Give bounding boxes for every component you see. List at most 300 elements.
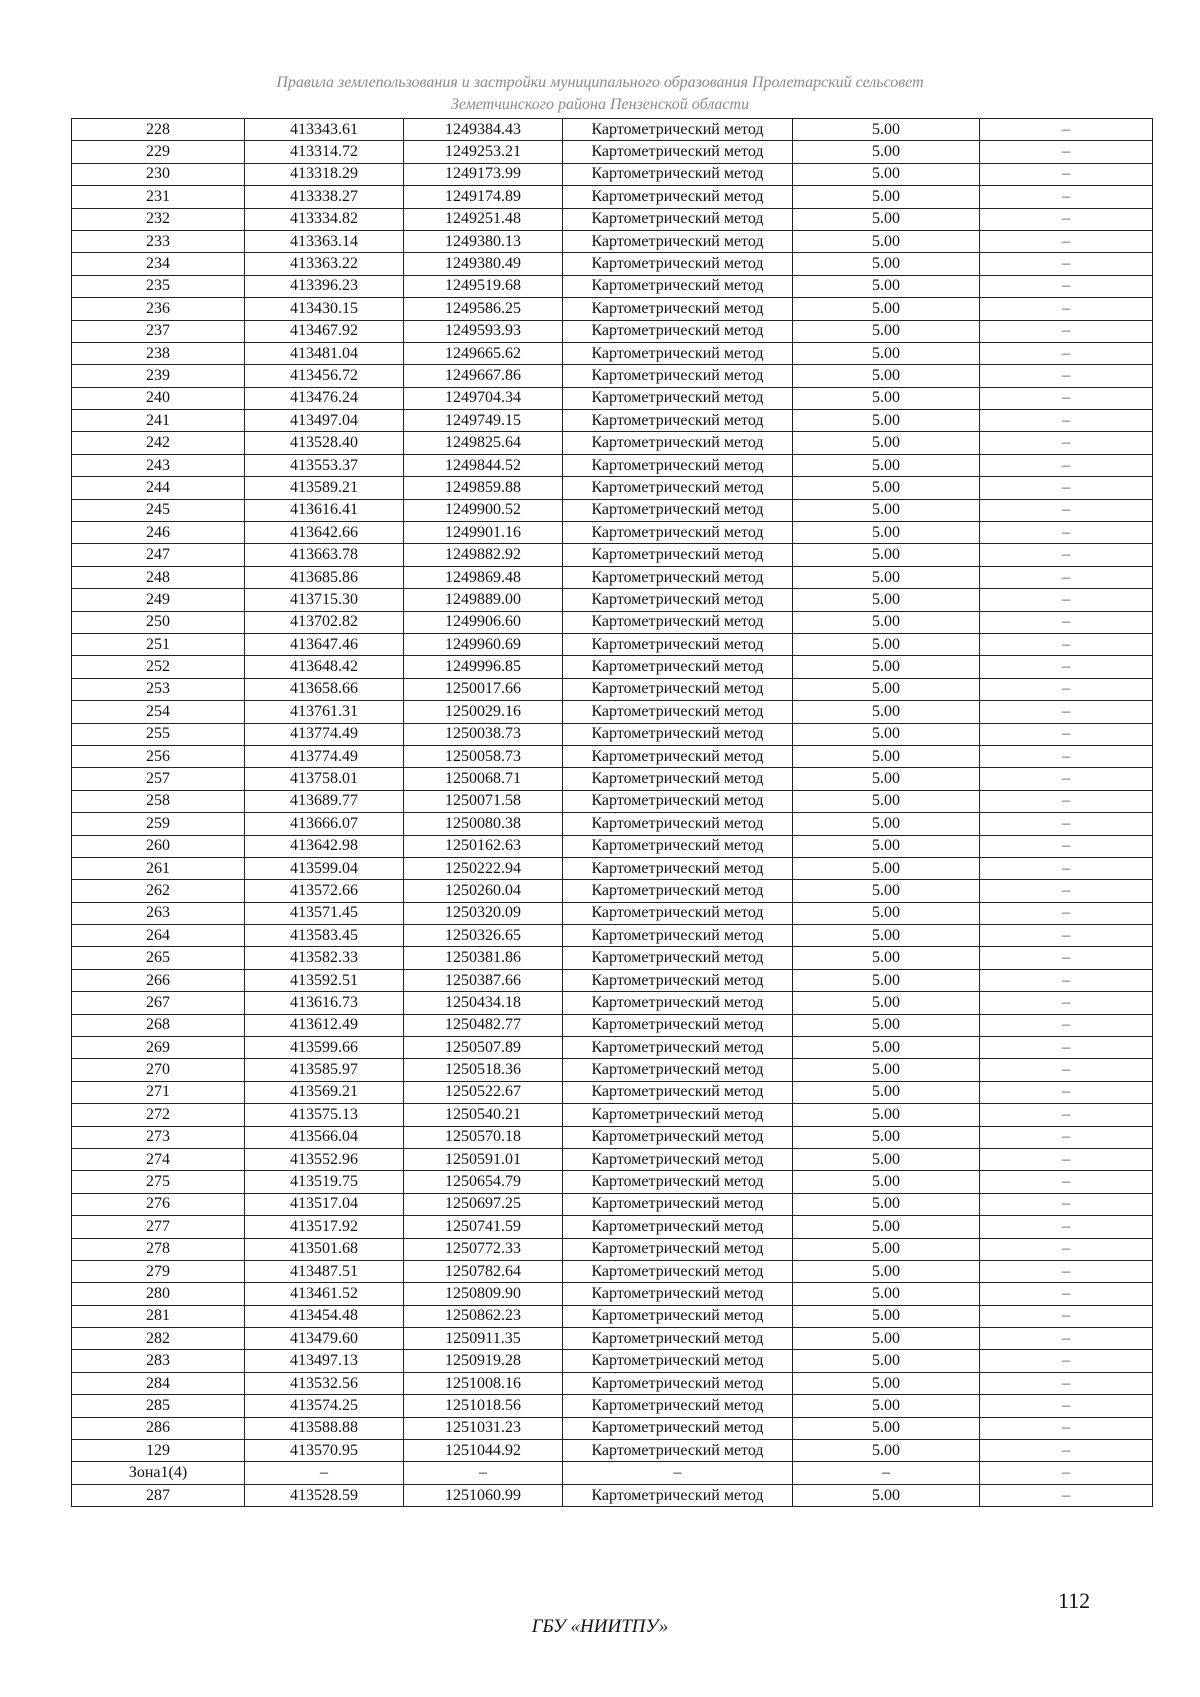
table-row xyxy=(72,410,1153,432)
y-coordinate-cell: 1250058.73 xyxy=(404,745,563,767)
method-cell: Картометрический метод xyxy=(563,342,793,364)
description-cell: – xyxy=(980,432,1153,454)
accuracy-cell: 5.00 xyxy=(793,365,980,387)
table-row xyxy=(72,230,1153,252)
x-coordinate-cell: 413642.66 xyxy=(245,522,404,544)
table-row xyxy=(72,454,1153,476)
description-cell: – xyxy=(980,1104,1153,1126)
description-cell: – xyxy=(980,454,1153,476)
x-coordinate-cell: 413334.82 xyxy=(245,208,404,230)
method-cell: Картометрический метод xyxy=(563,925,793,947)
y-coordinate-cell: 1250080.38 xyxy=(404,813,563,835)
point-number-cell: 267 xyxy=(72,992,245,1014)
method-cell: Картометрический метод xyxy=(563,1037,793,1059)
accuracy-cell: 5.00 xyxy=(793,1395,980,1417)
method-cell: Картометрический метод xyxy=(563,1328,793,1350)
point-number-cell: 232 xyxy=(72,208,245,230)
x-coordinate-cell: 413589.21 xyxy=(245,477,404,499)
table-row xyxy=(72,522,1153,544)
point-number-cell: 275 xyxy=(72,1171,245,1193)
description-cell: – xyxy=(980,410,1153,432)
method-cell: Картометрический метод xyxy=(563,1260,793,1282)
y-coordinate-cell: 1249996.85 xyxy=(404,656,563,678)
method-cell: Картометрический метод xyxy=(563,410,793,432)
table-row xyxy=(72,1037,1153,1059)
y-coordinate-cell: 1251008.16 xyxy=(404,1372,563,1394)
table-row xyxy=(72,835,1153,857)
table-row xyxy=(72,477,1153,499)
table-row xyxy=(72,253,1153,275)
x-coordinate-cell: 413363.22 xyxy=(245,253,404,275)
description-cell: – xyxy=(980,633,1153,655)
table-row xyxy=(72,745,1153,767)
y-coordinate-cell: 1249586.25 xyxy=(404,298,563,320)
x-coordinate-cell: 413582.33 xyxy=(245,947,404,969)
point-number-cell: 246 xyxy=(72,522,245,544)
table-row xyxy=(72,1104,1153,1126)
point-number-cell: 277 xyxy=(72,1216,245,1238)
accuracy-cell: 5.00 xyxy=(793,701,980,723)
y-coordinate-cell: 1250507.89 xyxy=(404,1037,563,1059)
x-coordinate-cell: 413487.51 xyxy=(245,1260,404,1282)
accuracy-cell: 5.00 xyxy=(793,163,980,185)
x-coordinate-cell: 413774.49 xyxy=(245,723,404,745)
description-cell: – xyxy=(980,186,1153,208)
point-number-cell: 261 xyxy=(72,857,245,879)
method-cell: Картометрический метод xyxy=(563,1081,793,1103)
accuracy-cell: 5.00 xyxy=(793,1440,980,1462)
accuracy-cell: 5.00 xyxy=(793,1014,980,1036)
method-cell: Картометрический метод xyxy=(563,522,793,544)
accuracy-cell: 5.00 xyxy=(793,1216,980,1238)
accuracy-cell: 5.00 xyxy=(793,745,980,767)
description-cell: – xyxy=(980,992,1153,1014)
table-row xyxy=(72,1440,1153,1462)
point-number-cell: 241 xyxy=(72,410,245,432)
x-coordinate-cell: 413430.15 xyxy=(245,298,404,320)
accuracy-cell: 5.00 xyxy=(793,1037,980,1059)
table-row xyxy=(72,1126,1153,1148)
description-cell: – xyxy=(980,1014,1153,1036)
point-number-cell: 236 xyxy=(72,298,245,320)
x-coordinate-cell: 413454.48 xyxy=(245,1305,404,1327)
point-number-cell: 129 xyxy=(72,1440,245,1462)
method-cell: Картометрический метод xyxy=(563,432,793,454)
table-row xyxy=(72,656,1153,678)
y-coordinate-cell: 1249869.48 xyxy=(404,566,563,588)
point-number-cell: 273 xyxy=(72,1126,245,1148)
point-number-cell: 244 xyxy=(72,477,245,499)
description-cell: – xyxy=(980,880,1153,902)
method-cell: Картометрический метод xyxy=(563,947,793,969)
method-cell: Картометрический метод xyxy=(563,678,793,700)
page-number: 112 xyxy=(1058,1588,1091,1613)
table-row xyxy=(72,880,1153,902)
x-coordinate-cell: 413461.52 xyxy=(245,1283,404,1305)
y-coordinate-cell: 1249749.15 xyxy=(404,410,563,432)
accuracy-cell: 5.00 xyxy=(793,544,980,566)
method-cell: Картометрический метод xyxy=(563,141,793,163)
table-row xyxy=(72,1193,1153,1215)
x-coordinate-cell: 413583.45 xyxy=(245,925,404,947)
table-row xyxy=(72,768,1153,790)
point-number-cell: 228 xyxy=(72,119,245,141)
x-coordinate-cell: 413497.13 xyxy=(245,1350,404,1372)
coordinates-table-body xyxy=(72,119,1153,1507)
y-coordinate-cell: 1250522.67 xyxy=(404,1081,563,1103)
accuracy-cell: 5.00 xyxy=(793,1372,980,1394)
x-coordinate-cell: 413481.04 xyxy=(245,342,404,364)
point-number-cell: 284 xyxy=(72,1372,245,1394)
point-number-cell: 240 xyxy=(72,387,245,409)
description-cell: – xyxy=(980,611,1153,633)
accuracy-cell: 5.00 xyxy=(793,790,980,812)
x-coordinate-cell: 413574.25 xyxy=(245,1395,404,1417)
accuracy-cell: 5.00 xyxy=(793,1171,980,1193)
description-cell: – xyxy=(980,253,1153,275)
table-row xyxy=(72,298,1153,320)
description-cell: – xyxy=(980,119,1153,141)
table-row xyxy=(72,499,1153,521)
description-cell: – xyxy=(980,947,1153,969)
y-coordinate-cell: 1250326.65 xyxy=(404,925,563,947)
table-row xyxy=(72,387,1153,409)
x-coordinate-cell: 413338.27 xyxy=(245,186,404,208)
description-cell: – xyxy=(980,925,1153,947)
method-cell: Картометрический метод xyxy=(563,790,793,812)
y-coordinate-cell: 1249889.00 xyxy=(404,589,563,611)
y-coordinate-cell: 1250782.64 xyxy=(404,1260,563,1282)
description-cell: – xyxy=(980,1372,1153,1394)
description-cell: – xyxy=(980,1350,1153,1372)
table-row xyxy=(72,119,1153,141)
x-coordinate-cell: 413616.41 xyxy=(245,499,404,521)
table-row xyxy=(72,1305,1153,1327)
table-row xyxy=(72,566,1153,588)
x-coordinate-cell: 413570.95 xyxy=(245,1440,404,1462)
description-cell: – xyxy=(980,969,1153,991)
x-coordinate-cell: 413532.56 xyxy=(245,1372,404,1394)
description-cell: – xyxy=(980,678,1153,700)
y-coordinate-cell: 1249900.52 xyxy=(404,499,563,521)
accuracy-cell: 5.00 xyxy=(793,410,980,432)
accuracy-cell: 5.00 xyxy=(793,925,980,947)
table-row xyxy=(72,1014,1153,1036)
header-line-1: Правила землепользования и застройки муниципального образования Пролетарский сельсовет xyxy=(276,74,924,91)
description-cell: – xyxy=(980,342,1153,364)
table-row xyxy=(72,1350,1153,1372)
point-number-cell: 235 xyxy=(72,275,245,297)
description-cell: – xyxy=(980,1328,1153,1350)
accuracy-cell: 5.00 xyxy=(793,1328,980,1350)
description-cell: – xyxy=(980,522,1153,544)
method-cell: Картометрический метод xyxy=(563,611,793,633)
x-coordinate-cell: 413702.82 xyxy=(245,611,404,633)
table-row xyxy=(72,947,1153,969)
method-cell: Картометрический метод xyxy=(563,656,793,678)
header-line-2: Земетчинского района Пензенской области xyxy=(450,96,750,113)
description-cell: – xyxy=(980,230,1153,252)
description-cell: – xyxy=(980,477,1153,499)
table-row xyxy=(72,1283,1153,1305)
description-cell: – xyxy=(980,768,1153,790)
y-coordinate-cell: 1250162.63 xyxy=(404,835,563,857)
table-row xyxy=(72,320,1153,342)
description-cell: – xyxy=(980,1462,1153,1484)
y-coordinate-cell: 1251018.56 xyxy=(404,1395,563,1417)
description-cell: – xyxy=(980,544,1153,566)
method-cell: Картометрический метод xyxy=(563,589,793,611)
method-cell: Картометрический метод xyxy=(563,1484,793,1506)
method-cell: Картометрический метод xyxy=(563,1126,793,1148)
point-number-cell: 238 xyxy=(72,342,245,364)
method-cell: Картометрический метод xyxy=(563,499,793,521)
page-footer: ГБУ «НИИТПУ» xyxy=(531,1616,669,1637)
point-number-cell: Зона1(4) xyxy=(72,1462,245,1484)
table-row xyxy=(72,1216,1153,1238)
x-coordinate-cell: 413528.59 xyxy=(245,1484,404,1506)
table-row xyxy=(72,208,1153,230)
table-row xyxy=(72,544,1153,566)
table-row xyxy=(72,813,1153,835)
description-cell: – xyxy=(980,275,1153,297)
method-cell: Картометрический метод xyxy=(563,813,793,835)
method-cell: Картометрический метод xyxy=(563,1148,793,1170)
point-number-cell: 239 xyxy=(72,365,245,387)
table-row xyxy=(72,1484,1153,1506)
point-number-cell: 250 xyxy=(72,611,245,633)
description-cell: – xyxy=(980,589,1153,611)
accuracy-cell: 5.00 xyxy=(793,969,980,991)
x-coordinate-cell: 413585.97 xyxy=(245,1059,404,1081)
table-row xyxy=(72,925,1153,947)
y-coordinate-cell: 1250017.66 xyxy=(404,678,563,700)
method-cell: Картометрический метод xyxy=(563,544,793,566)
accuracy-cell: 5.00 xyxy=(793,566,980,588)
description-cell: – xyxy=(980,320,1153,342)
point-number-cell: 247 xyxy=(72,544,245,566)
description-cell: – xyxy=(980,1484,1153,1506)
y-coordinate-cell: 1250029.16 xyxy=(404,701,563,723)
x-coordinate-cell: 413642.98 xyxy=(245,835,404,857)
point-number-cell: 279 xyxy=(72,1260,245,1282)
description-cell: – xyxy=(980,499,1153,521)
accuracy-cell: 5.00 xyxy=(793,1350,980,1372)
table-row xyxy=(72,163,1153,185)
point-number-cell: 280 xyxy=(72,1283,245,1305)
table-row xyxy=(72,723,1153,745)
accuracy-cell: 5.00 xyxy=(793,1059,980,1081)
y-coordinate-cell: 1249380.49 xyxy=(404,253,563,275)
y-coordinate-cell: 1249844.52 xyxy=(404,454,563,476)
point-number-cell: 281 xyxy=(72,1305,245,1327)
x-coordinate-cell: 413569.21 xyxy=(245,1081,404,1103)
y-coordinate-cell: 1250071.58 xyxy=(404,790,563,812)
accuracy-cell: 5.00 xyxy=(793,320,980,342)
accuracy-cell: 5.00 xyxy=(793,522,980,544)
description-cell: – xyxy=(980,701,1153,723)
method-cell: Картометрический метод xyxy=(563,857,793,879)
point-number-cell: 258 xyxy=(72,790,245,812)
method-cell: Картометрический метод xyxy=(563,320,793,342)
description-cell: – xyxy=(980,1305,1153,1327)
description-cell: – xyxy=(980,656,1153,678)
x-coordinate-cell: 413467.92 xyxy=(245,320,404,342)
point-number-cell: 257 xyxy=(72,768,245,790)
table-row xyxy=(72,902,1153,924)
description-cell: – xyxy=(980,723,1153,745)
x-coordinate-cell: 413599.66 xyxy=(245,1037,404,1059)
y-coordinate-cell: 1249593.93 xyxy=(404,320,563,342)
point-number-cell: 259 xyxy=(72,813,245,835)
method-cell: Картометрический метод xyxy=(563,1193,793,1215)
description-cell: – xyxy=(980,1059,1153,1081)
description-cell: – xyxy=(980,1171,1153,1193)
table-row xyxy=(72,589,1153,611)
point-number-cell: 262 xyxy=(72,880,245,902)
point-number-cell: 287 xyxy=(72,1484,245,1506)
description-cell: – xyxy=(980,1037,1153,1059)
point-number-cell: 243 xyxy=(72,454,245,476)
accuracy-cell: 5.00 xyxy=(793,275,980,297)
accuracy-cell: 5.00 xyxy=(793,387,980,409)
point-number-cell: 276 xyxy=(72,1193,245,1215)
y-coordinate-cell: 1249704.34 xyxy=(404,387,563,409)
accuracy-cell: 5.00 xyxy=(793,723,980,745)
x-coordinate-cell: 413501.68 xyxy=(245,1238,404,1260)
point-number-cell: 283 xyxy=(72,1350,245,1372)
table-row xyxy=(72,1260,1153,1282)
y-coordinate-cell: 1250482.77 xyxy=(404,1014,563,1036)
x-coordinate-cell: 413343.61 xyxy=(245,119,404,141)
y-coordinate-cell: 1249380.13 xyxy=(404,230,563,252)
coordinates-table xyxy=(71,118,1153,1507)
y-coordinate-cell: 1250518.36 xyxy=(404,1059,563,1081)
method-cell: – xyxy=(563,1462,793,1484)
accuracy-cell: 5.00 xyxy=(793,1238,980,1260)
point-number-cell: 230 xyxy=(72,163,245,185)
accuracy-cell: 5.00 xyxy=(793,253,980,275)
y-coordinate-cell: 1249174.89 xyxy=(404,186,563,208)
method-cell: Картометрический метод xyxy=(563,477,793,499)
accuracy-cell: 5.00 xyxy=(793,656,980,678)
accuracy-cell: 5.00 xyxy=(793,477,980,499)
method-cell: Картометрический метод xyxy=(563,768,793,790)
accuracy-cell: 5.00 xyxy=(793,835,980,857)
method-cell: Картометрический метод xyxy=(563,633,793,655)
y-coordinate-cell: 1250540.21 xyxy=(404,1104,563,1126)
method-cell: Картометрический метод xyxy=(563,230,793,252)
y-coordinate-cell: 1249251.48 xyxy=(404,208,563,230)
method-cell: Картометрический метод xyxy=(563,1216,793,1238)
y-coordinate-cell: 1250068.71 xyxy=(404,768,563,790)
y-coordinate-cell: 1249665.62 xyxy=(404,342,563,364)
x-coordinate-cell: 413774.49 xyxy=(245,745,404,767)
point-number-cell: 231 xyxy=(72,186,245,208)
y-coordinate-cell: 1250570.18 xyxy=(404,1126,563,1148)
description-cell: – xyxy=(980,1283,1153,1305)
y-coordinate-cell: 1250919.28 xyxy=(404,1350,563,1372)
y-coordinate-cell: 1249901.16 xyxy=(404,522,563,544)
y-coordinate-cell: 1250911.35 xyxy=(404,1328,563,1350)
description-cell: – xyxy=(980,1440,1153,1462)
x-coordinate-cell: 413648.42 xyxy=(245,656,404,678)
description-cell: – xyxy=(980,745,1153,767)
description-cell: – xyxy=(980,1260,1153,1282)
y-coordinate-cell: 1250809.90 xyxy=(404,1283,563,1305)
description-cell: – xyxy=(980,1238,1153,1260)
point-number-cell: 264 xyxy=(72,925,245,947)
x-coordinate-cell: 413517.04 xyxy=(245,1193,404,1215)
description-cell: – xyxy=(980,566,1153,588)
description-cell: – xyxy=(980,1126,1153,1148)
point-number-cell: 233 xyxy=(72,230,245,252)
method-cell: Картометрический метод xyxy=(563,992,793,1014)
table-row xyxy=(72,1462,1153,1484)
table-row xyxy=(72,141,1153,163)
method-cell: Картометрический метод xyxy=(563,186,793,208)
accuracy-cell: 5.00 xyxy=(793,633,980,655)
table-row xyxy=(72,432,1153,454)
method-cell: Картометрический метод xyxy=(563,365,793,387)
y-coordinate-cell: 1250741.59 xyxy=(404,1216,563,1238)
table-row xyxy=(72,1372,1153,1394)
method-cell: Картометрический метод xyxy=(563,745,793,767)
point-number-cell: 256 xyxy=(72,745,245,767)
accuracy-cell: 5.00 xyxy=(793,1193,980,1215)
y-coordinate-cell: 1250591.01 xyxy=(404,1148,563,1170)
description-cell: – xyxy=(980,902,1153,924)
description-cell: – xyxy=(980,1417,1153,1439)
accuracy-cell: 5.00 xyxy=(793,1484,980,1506)
y-coordinate-cell: 1249253.21 xyxy=(404,141,563,163)
accuracy-cell: 5.00 xyxy=(793,589,980,611)
x-coordinate-cell: 413519.75 xyxy=(245,1171,404,1193)
method-cell: Картометрический метод xyxy=(563,1417,793,1439)
method-cell: Картометрический метод xyxy=(563,1305,793,1327)
y-coordinate-cell: 1250697.25 xyxy=(404,1193,563,1215)
table-row xyxy=(72,633,1153,655)
point-number-cell: 260 xyxy=(72,835,245,857)
accuracy-cell: 5.00 xyxy=(793,1260,980,1282)
point-number-cell: 248 xyxy=(72,566,245,588)
x-coordinate-cell: – xyxy=(245,1462,404,1484)
method-cell: Картометрический метод xyxy=(563,1014,793,1036)
table-row xyxy=(72,1417,1153,1439)
table-row xyxy=(72,1171,1153,1193)
accuracy-cell: 5.00 xyxy=(793,1417,980,1439)
accuracy-cell: 5.00 xyxy=(793,678,980,700)
table-row xyxy=(72,1395,1153,1417)
description-cell: – xyxy=(980,387,1153,409)
accuracy-cell: 5.00 xyxy=(793,813,980,835)
x-coordinate-cell: 413685.86 xyxy=(245,566,404,588)
accuracy-cell: 5.00 xyxy=(793,880,980,902)
y-coordinate-cell: 1251044.92 xyxy=(404,1440,563,1462)
x-coordinate-cell: 413571.45 xyxy=(245,902,404,924)
y-coordinate-cell: 1250862.23 xyxy=(404,1305,563,1327)
method-cell: Картометрический метод xyxy=(563,387,793,409)
table-row xyxy=(72,701,1153,723)
point-number-cell: 268 xyxy=(72,1014,245,1036)
description-cell: – xyxy=(980,365,1153,387)
method-cell: Картометрический метод xyxy=(563,566,793,588)
y-coordinate-cell: 1249825.64 xyxy=(404,432,563,454)
accuracy-cell: 5.00 xyxy=(793,141,980,163)
y-coordinate-cell: 1249519.68 xyxy=(404,275,563,297)
method-cell: Картометрический метод xyxy=(563,454,793,476)
description-cell: – xyxy=(980,857,1153,879)
